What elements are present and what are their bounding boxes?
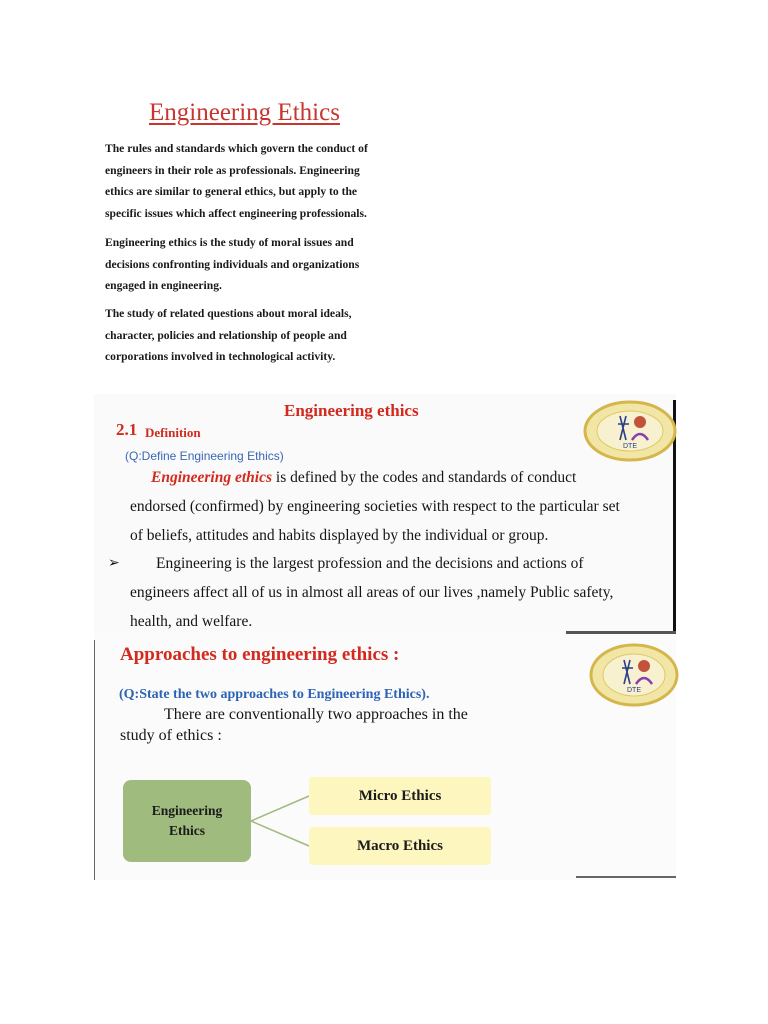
ethics-intro-section — [96, 92, 426, 382]
bullet-line-3: health, and welfare. — [130, 613, 253, 630]
slide-heading: Approaches to engineering ethics : — [120, 644, 400, 665]
definition-line-2: endorsed (confirmed) by engineering societies with respect to the particular set — [130, 498, 620, 515]
paragraph-line: specific issues which affect engineering professionals. — [105, 206, 367, 220]
logo-text: DTE — [623, 443, 637, 450]
question-label: (Q:State the two approaches to Engineering Ethics). — [119, 687, 430, 702]
subheading: Definition — [145, 425, 201, 440]
paragraph-line: engineers in their role as professionals. Engineering — [105, 163, 360, 177]
macro-ethics-node: Macro Ethics — [309, 827, 491, 865]
intro-paragraph-3 — [105, 303, 352, 368]
paragraph-line: corporations involved in technological activity. — [105, 350, 336, 363]
intro-paragraph-2 — [105, 232, 359, 297]
paragraph-line: engaged in engineering. — [105, 279, 222, 292]
section-number: 2.1 — [116, 420, 138, 439]
dte-logo-icon — [582, 400, 678, 462]
bullet-line-1: Engineering is the largest profession and the decisions and actions of — [156, 555, 584, 572]
dte-logo-icon — [588, 642, 680, 708]
paragraph-line: The rules and standards which govern the conduct of — [105, 142, 368, 155]
node-label-line: Engineering — [151, 803, 223, 818]
bullet-arrow-icon: ➢ — [108, 556, 120, 571]
paragraph-line: character, policies and relationship of people and — [105, 328, 347, 342]
paragraph-line: ethics are similar to general ethics, but apply to the — [105, 185, 358, 198]
paragraph-line: Engineering ethics is the study of moral issues and — [105, 236, 354, 249]
node-label-line: Ethics — [168, 823, 205, 838]
engineering-ethics-node — [123, 780, 251, 862]
question-label: (Q:Define Engineering Ethics) — [125, 449, 284, 463]
definition-line-1 — [151, 469, 576, 487]
paragraph-line: decisions confronting individuals and organizations — [105, 257, 360, 271]
intro-line-2: study of ethics : — [120, 727, 222, 744]
slide-edge — [576, 876, 676, 878]
definition-text: is defined by the codes and standards of conduct — [272, 469, 577, 486]
bullet-line-2: engineers affect all of us in almost all areas of our lives ,namely Public safety, — [130, 584, 614, 601]
definition-line-3: of beliefs, attitudes and habits displayed by the individual or group. — [130, 527, 549, 544]
intro-line-1: There are conventionally two approaches in the — [164, 706, 468, 723]
section-title: Engineering Ethics — [149, 99, 340, 126]
paragraph-line: The study of related questions about moral ideals, — [105, 307, 352, 320]
logo-text: DTE — [627, 687, 641, 694]
micro-ethics-node: Micro Ethics — [309, 777, 491, 815]
slide-heading: Engineering ethics — [284, 401, 419, 420]
approaches-slide — [94, 634, 676, 880]
defined-term: Engineering ethics — [151, 469, 273, 486]
definition-slide — [94, 394, 676, 634]
intro-paragraph-1 — [105, 138, 368, 224]
